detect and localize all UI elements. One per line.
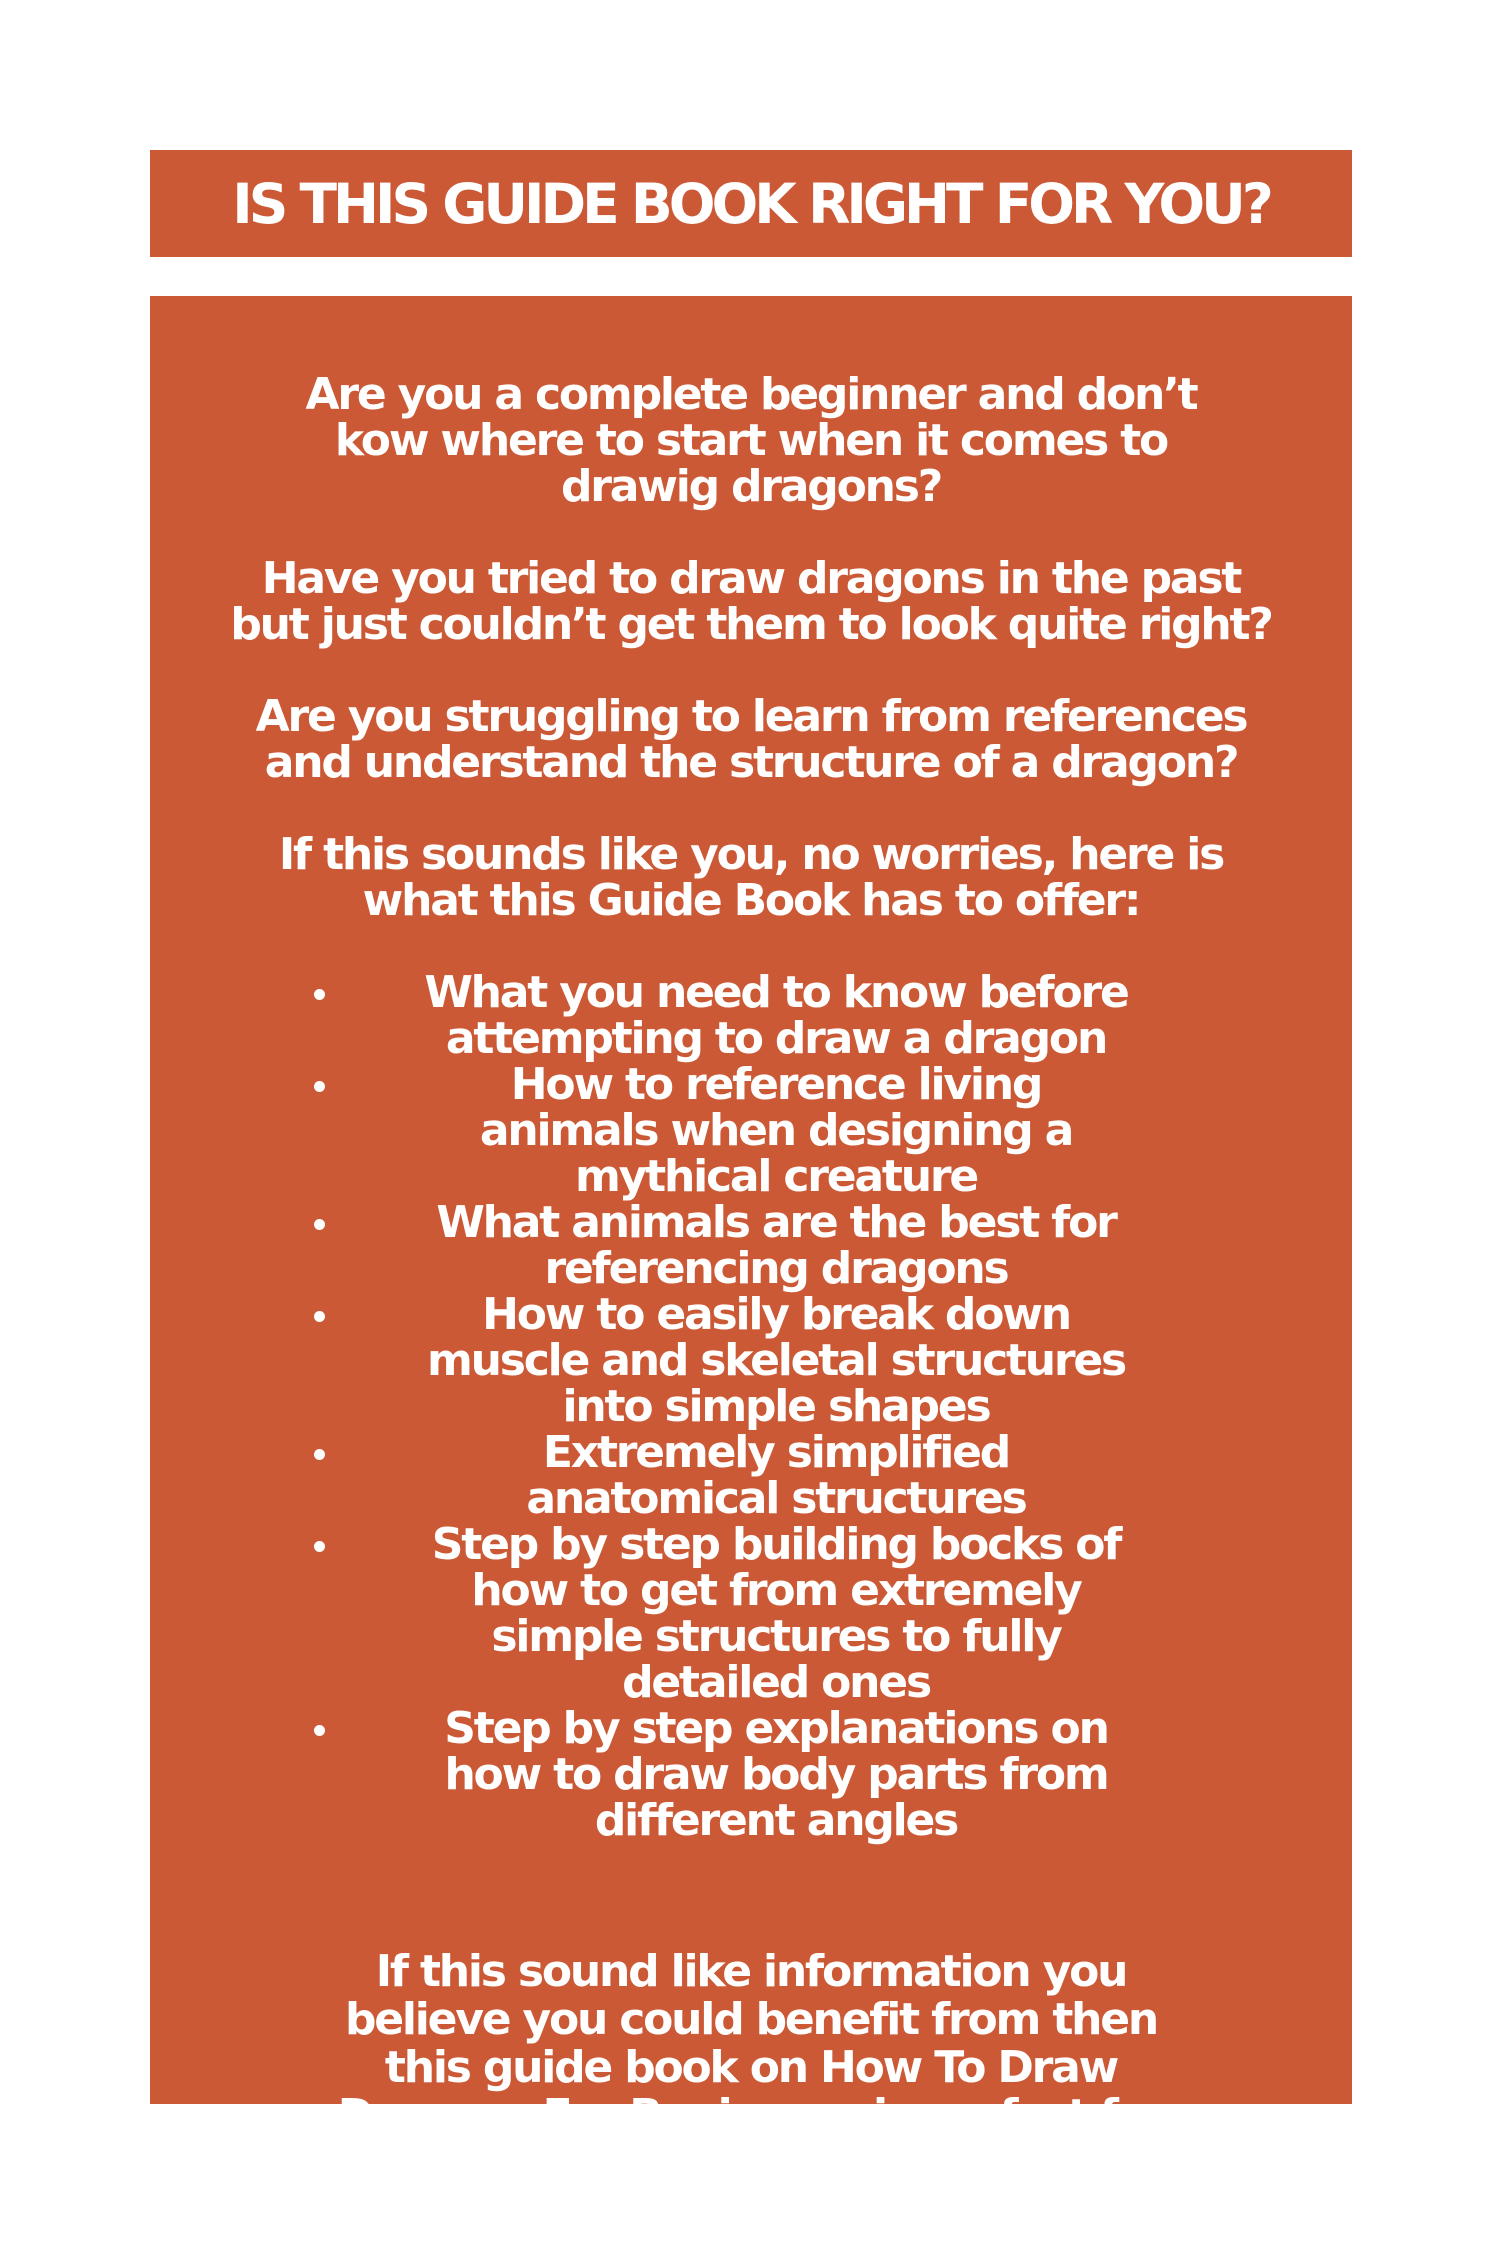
offer-list-item [190, 1289, 1312, 1432]
bullet-icon [314, 1725, 325, 1736]
offer-list-item-text: What animals are the best for referencing dragons [436, 1197, 1116, 1294]
intro-offer-lead: If this sounds like you, no worries, here is what this Guide Book has to offer: [278, 829, 1224, 926]
bullet-icon [314, 1081, 325, 1092]
offer-list-item [190, 1519, 1312, 1708]
title-banner [150, 150, 1352, 257]
offer-list-item [190, 1427, 1312, 1524]
offer-list-item [190, 1059, 1312, 1202]
bullet-icon [314, 989, 325, 1000]
intro-question-1: Are you a complete beginner and don’t kow where to start when it comes to drawig dragons? [305, 369, 1197, 512]
intro-question-2: Have you tried to draw dragons in the past but just couldn’t get them to look quite right? [230, 553, 1272, 650]
offer-list [190, 967, 1312, 1846]
bullet-icon [314, 1449, 325, 1460]
page-title: IS THIS GUIDE BOOK RIGHT FOR YOU? [232, 171, 1270, 236]
offer-list-item-text: Step by step building bocks of how to get from extremely simple structures to fully detailed ones [431, 1519, 1121, 1708]
offer-list-item-text: Extremely simplified anatomical structures [526, 1427, 1026, 1524]
offer-list-item [190, 1703, 1312, 1846]
offer-list-item-text: What you need to know before attempting to draw a dragon [424, 967, 1128, 1064]
offer-list-item-text: Step by step explanations on how to draw body parts from different angles [444, 1703, 1108, 1846]
bullet-icon [314, 1219, 325, 1230]
offer-list-item-text: How to reference living animals when designing a mythical creature [479, 1059, 1073, 1202]
bullet-icon [314, 1541, 325, 1552]
content-panel [150, 296, 1352, 2189]
bullet-icon [314, 1311, 325, 1322]
intro-question-3: Are you struggling to learn from references and understand the structure of a dragon? [255, 691, 1247, 788]
closing-statement: If this sound like information you believe you could benefit from then this guide book on How To Draw Dragons For Beginners is perfect for you! [337, 1946, 1165, 2189]
offer-list-item [190, 967, 1312, 1064]
offer-list-item-text: How to easily break down muscle and skeletal structures into simple shapes [426, 1289, 1126, 1432]
offer-list-item [190, 1197, 1312, 1294]
